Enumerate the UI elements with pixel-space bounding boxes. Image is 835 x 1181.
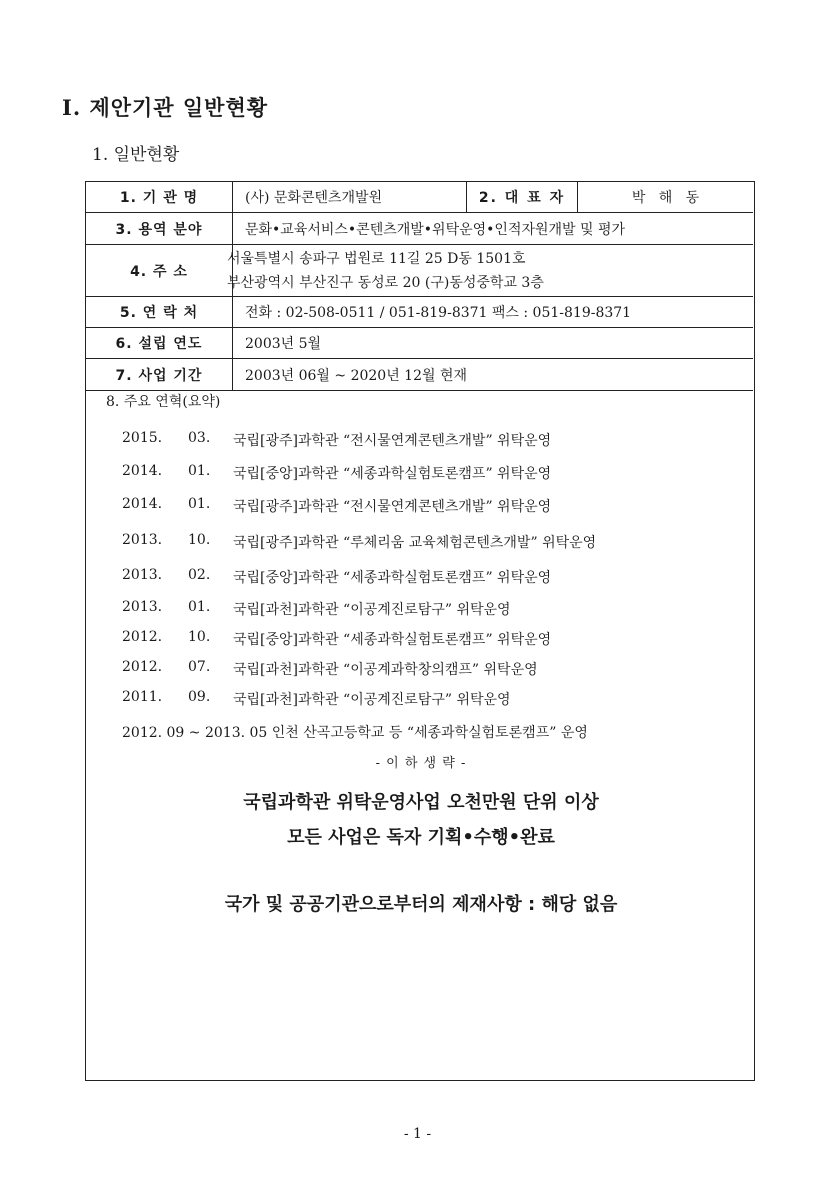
history-item-desc: 국립[광주]과학관 “루체리움 교육체험콘텐츠개발” 위탁운영: [233, 535, 597, 551]
history-item-year: 2014.: [122, 496, 163, 512]
history-item-year: 2012.: [122, 659, 163, 675]
period-label: 7. 사업 기간: [86, 359, 233, 390]
history-omitted: - 이 하 생 략 -: [375, 756, 467, 771]
note-line-2: 모든 사업은 독자 기획•수행•완료: [287, 827, 555, 848]
note-line-3: 국가 및 공공기관으로부터의 제재사항 : 해당 없음: [224, 894, 618, 915]
address-line-2: 부산광역시 부산진구 동성로 20 (구)동성중학교 3층: [227, 274, 544, 291]
history-item-month: 01.: [188, 496, 211, 512]
address-label: 4. 주 소: [86, 245, 233, 296]
history-item-month: 01.: [188, 599, 211, 615]
founded-label: 6. 설립 연도: [86, 328, 233, 358]
history-item-desc: 국립[광주]과학관 “전시물연계콘텐츠개발” 위탁운영: [233, 499, 552, 515]
service-label: 3. 용역 분야: [86, 213, 233, 244]
history-item-desc: 국립[중앙]과학관 “세종과학실험토론캠프” 위탁운영: [233, 466, 552, 482]
history-item-desc: 국립[과천]과학관 “이공계진로탐구” 위탁운영: [233, 602, 511, 618]
contact-value: 전화 : 02-508-0511 / 051-819-8371 팩스 : 051-819-8371: [245, 305, 632, 321]
history-label: 8. 주요 연혁(요약): [106, 394, 221, 410]
contact-label: 5. 연 락 처: [86, 297, 233, 327]
history-item-year: 2014.: [122, 463, 163, 479]
history-item-desc: 국립[중앙]과학관 “세종과학실험토론캠프” 위탁운영: [233, 570, 552, 586]
founded-value: 2003년 5월: [245, 336, 322, 352]
history-item-year: 2013.: [122, 599, 163, 615]
history-item-month: 10.: [188, 629, 211, 645]
history-item-desc: 국립[광주]과학관 “전시물연계콘텐츠개발” 위탁운영: [233, 433, 552, 449]
history-item-year: 2013.: [122, 567, 163, 583]
history-item-desc: 국립[과천]과학관 “이공계과학창의캠프” 위탁운영: [233, 662, 538, 678]
history-item-month: 09.: [188, 689, 211, 705]
page-number: - 1 -: [403, 1126, 432, 1142]
history-item-month: 02.: [188, 567, 211, 583]
service-value: 문화•교육서비스•콘텐츠개발•위탁운영•인적자원개발 및 평가: [245, 221, 626, 238]
history-item-year: 2011.: [122, 689, 163, 705]
overview-table: [85, 181, 755, 1081]
sub-title: 1. 일반현황: [92, 145, 180, 165]
section-title: I. 제안기관 일반현황: [62, 95, 269, 120]
history-item-month: 03.: [188, 430, 211, 446]
history-section: [86, 182, 756, 1082]
period-value: 2003년 06월 ~ 2020년 12월 현재: [245, 367, 468, 384]
history-extra: 2012. 09 ~ 2013. 05 인천 산곡고등학교 등 “세종과학실험토론캠프” 운영: [122, 725, 588, 741]
history-item-month: 10.: [188, 532, 211, 548]
address-line-1: 서울특별시 송파구 법원로 11길 25 D동 1501호: [227, 250, 526, 267]
history-item-year: 2012.: [122, 629, 163, 645]
representative-value: 박 해 동: [631, 190, 700, 206]
history-item-year: 2013.: [122, 532, 163, 548]
org-name-label: 1. 기 관 명: [86, 182, 233, 212]
note-line-1: 국립과학관 위탁운영사업 오천만원 단위 이상: [243, 792, 599, 813]
org-name-value: (사) 문화콘텐츠개발원: [245, 190, 383, 206]
history-item-month: 07.: [188, 659, 211, 675]
history-item-year: 2015.: [122, 430, 163, 446]
history-item-desc: 국립[과천]과학관 “이공계진로탐구” 위탁운영: [233, 692, 511, 708]
history-item-month: 01.: [188, 463, 211, 479]
history-item-desc: 국립[중앙]과학관 “세종과학실험토론캠프” 위탁운영: [233, 632, 552, 648]
representative-label: 2. 대 표 자: [466, 182, 578, 212]
